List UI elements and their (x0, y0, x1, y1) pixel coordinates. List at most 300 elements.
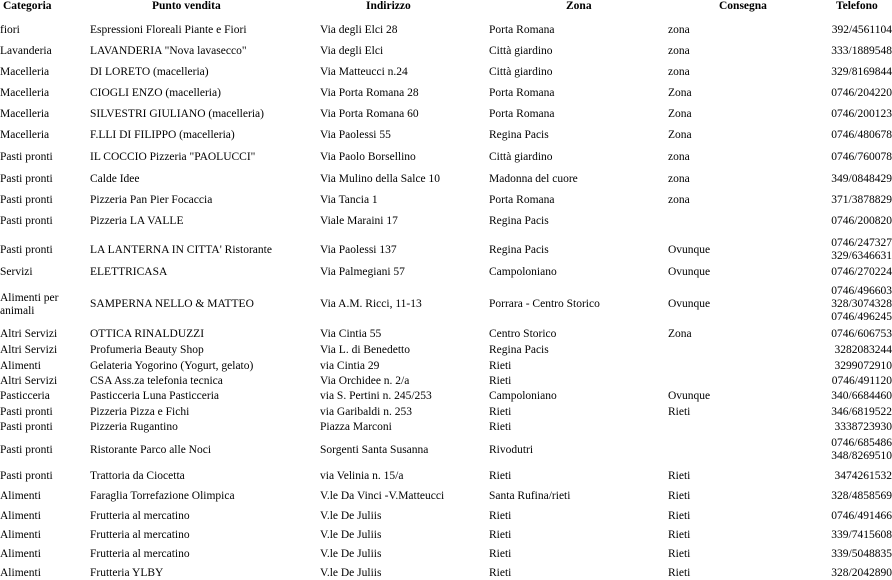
consegna-cell (668, 406, 690, 419)
categoria-cell (0, 87, 49, 100)
punto-vendita-cell-line: Espressioni Floreali Piante e Fiori (90, 24, 247, 37)
categoria-cell (0, 45, 52, 58)
telefono-cell-line: 3474261532 (835, 470, 892, 483)
consegna-cell-line: zona (668, 151, 690, 164)
punto-vendita-cell (90, 510, 190, 523)
indirizzo-cell (320, 24, 398, 37)
telefono-cell-line: 371/3878829 (831, 194, 892, 207)
categoria-cell (0, 66, 49, 79)
indirizzo-cell (320, 328, 381, 341)
telefono-cell (832, 24, 892, 37)
telefono-cell-line: 0746/480678 (831, 129, 892, 142)
punto-vendita-cell (90, 470, 185, 483)
zona-cell-line: Rieti (489, 510, 511, 523)
consegna-cell-line: Rieti (668, 510, 690, 523)
punto-vendita-cell-line: CIOGLI ENZO (macelleria) (90, 87, 221, 100)
punto-vendita-cell-line: Pizzeria Pan Pier Focaccia (90, 194, 212, 207)
categoria-cell (0, 490, 41, 503)
telefono-cell-line: 0746/496245 (831, 311, 892, 324)
telefono-cell-line: 0746/200820 (831, 215, 892, 228)
categoria-cell-line: Pasti pronti (0, 173, 53, 186)
zona-cell-line: Rieti (489, 421, 511, 434)
zona-cell (489, 173, 578, 186)
indirizzo-cell-line: Via Tancia 1 (320, 194, 378, 207)
categoria-cell-line: Alimenti (0, 567, 41, 580)
punto-vendita-cell-line: Pizzeria Rugantino (90, 421, 178, 434)
punto-vendita-cell (90, 344, 204, 357)
consegna-cell (668, 87, 692, 100)
categoria-cell (0, 390, 50, 403)
telefono-cell-line: 346/6819522 (831, 406, 892, 419)
punto-vendita-cell (90, 360, 253, 373)
punto-vendita-cell-line: Pizzeria LA VALLE (90, 215, 183, 228)
table-row (0, 107, 892, 121)
zona-cell-line: Porta Romana (489, 108, 554, 121)
categoria-cell-line: Altri Servizi (0, 328, 57, 341)
table-row (0, 150, 892, 164)
punto-vendita-cell-line: OTTICA RINALDUZZI (90, 328, 204, 341)
telefono-cell (831, 45, 892, 58)
zona-cell-line: Porta Romana (489, 87, 554, 100)
consegna-cell (668, 470, 690, 483)
categoria-cell (0, 215, 53, 228)
table-row (0, 437, 892, 463)
categoria-cell-line: Macelleria (0, 87, 49, 100)
zona-cell-line: Santa Rufina/rieti (489, 490, 570, 503)
zona-cell (489, 266, 557, 279)
punto-vendita-cell (90, 444, 211, 457)
indirizzo-cell (320, 87, 419, 100)
telefono-cell (835, 421, 892, 434)
telefono-cell (831, 215, 892, 228)
telefono-cell (831, 266, 892, 279)
indirizzo-cell (320, 510, 381, 523)
punto-vendita-cell (90, 421, 178, 434)
categoria-cell (0, 244, 53, 257)
punto-vendita-cell-line: Frutteria YLBY (90, 567, 163, 580)
punto-vendita-cell (90, 548, 190, 561)
indirizzo-cell-line: Via L. di Benedetto (320, 344, 410, 357)
telefono-cell-line: 0746/204220 (831, 87, 892, 100)
indirizzo-cell-line: Via Paolo Borsellino (320, 151, 416, 164)
punto-vendita-cell (90, 215, 183, 228)
consegna-cell-line: Ovunque (668, 298, 710, 311)
punto-vendita-cell (90, 244, 272, 257)
indirizzo-cell-line: Via Paolessi 137 (320, 244, 397, 257)
indirizzo-cell-line: Via Mulino della Salce 10 (320, 173, 440, 186)
table-row (0, 374, 892, 388)
telefono-cell (831, 510, 892, 523)
punto-vendita-cell-line: LA LANTERNA IN CITTA' Ristorante (90, 244, 272, 257)
zona-cell (489, 87, 554, 100)
zona-cell (489, 215, 549, 228)
telefono-cell (835, 344, 892, 357)
consegna-cell (668, 510, 690, 523)
telefono-cell-line: 348/8269510 (831, 450, 892, 463)
telefono-cell-line: 0746/270224 (831, 266, 892, 279)
telefono-cell-line: 0746/200123 (831, 108, 892, 121)
indirizzo-cell-line: via Cintia 29 (320, 360, 379, 373)
zona-cell (489, 421, 511, 434)
categoria-cell-line: Alimenti per (0, 292, 58, 305)
table-row (0, 547, 892, 561)
consegna-cell-line: Rieti (668, 548, 690, 561)
zona-cell-line: Rieti (489, 470, 511, 483)
consegna-cell-line: Ovunque (668, 266, 710, 279)
indirizzo-cell (320, 406, 412, 419)
categoria-cell-line: animali (0, 305, 58, 318)
indirizzo-cell-line: Via Palmegiani 57 (320, 266, 405, 279)
zona-cell (489, 24, 554, 37)
consegna-cell (668, 529, 690, 542)
zona-cell (489, 129, 549, 142)
categoria-cell (0, 510, 41, 523)
telefono-cell-line: 340/6684460 (831, 390, 892, 403)
zona-cell-line: Città giardino (489, 45, 553, 58)
zona-cell (489, 66, 553, 79)
categoria-cell (0, 567, 41, 580)
punto-vendita-cell-line: DI LORETO (macelleria) (90, 66, 209, 79)
telefono-cell (831, 285, 892, 324)
categoria-cell (0, 151, 53, 164)
zona-cell (489, 298, 600, 311)
categoria-cell (0, 444, 53, 457)
zona-cell-line: Città giardino (489, 66, 553, 79)
punto-vendita-cell (90, 108, 264, 121)
table-row (0, 65, 892, 79)
table-row (0, 566, 892, 580)
categoria-cell-line: Alimenti (0, 490, 41, 503)
zona-cell (489, 45, 553, 58)
punto-vendita-cell-line: Faraglia Torrefazione Olimpica (90, 490, 235, 503)
categoria-cell-line: Pasti pronti (0, 244, 53, 257)
punto-vendita-cell-line: CSA Ass.za telefonia tecnica (90, 375, 223, 388)
categoria-cell-line: Servizi (0, 266, 33, 279)
categoria-cell-line: fiori (0, 24, 20, 37)
consegna-cell-line: Rieti (668, 529, 690, 542)
punto-vendita-cell-line: Pasticceria Luna Pasticceria (90, 390, 219, 403)
zona-cell-line: Regina Pacis (489, 244, 549, 257)
punto-vendita-cell-line: SILVESTRI GIULIANO (macelleria) (90, 108, 264, 121)
telefono-cell-line: 328/3074328 (831, 298, 892, 311)
consegna-cell (668, 45, 690, 58)
indirizzo-cell-line: V.le De Juliis (320, 548, 381, 561)
punto-vendita-cell (90, 375, 223, 388)
zona-cell-line: Campoloniano (489, 390, 557, 403)
punto-vendita-cell (90, 45, 247, 58)
punto-vendita-cell (90, 390, 219, 403)
telefono-cell-line: 349/0848429 (831, 173, 892, 186)
telefono-cell (831, 151, 892, 164)
table-row (0, 343, 892, 357)
indirizzo-cell-line: V.le Da Vinci -V.Matteucci (320, 490, 444, 503)
indirizzo-cell-line: Sorgenti Santa Susanna (320, 444, 428, 457)
indirizzo-cell (320, 444, 428, 457)
table-row (0, 359, 892, 373)
categoria-cell (0, 548, 41, 561)
zona-cell-line: Città giardino (489, 151, 553, 164)
consegna-cell (668, 490, 690, 503)
telefono-cell (831, 390, 892, 403)
categoria-cell-line: Pasti pronti (0, 151, 53, 164)
table-row (0, 193, 892, 207)
zona-cell (489, 529, 511, 542)
table-row (0, 237, 892, 263)
punto-vendita-cell-line: Frutteria al mercatino (90, 529, 190, 542)
indirizzo-cell-line: Via A.M. Ricci, 11-13 (320, 298, 422, 311)
indirizzo-cell-line: Via Porta Romana 28 (320, 87, 419, 100)
header-telefono: Telefono (836, 0, 878, 14)
punto-vendita-cell (90, 298, 254, 311)
punto-vendita-cell (90, 151, 255, 164)
consegna-cell-line: Zona (668, 328, 692, 341)
categoria-cell-line: Alimenti (0, 529, 41, 542)
zona-cell (489, 510, 511, 523)
consegna-cell-line: Zona (668, 108, 692, 121)
table-row (0, 489, 892, 503)
categoria-cell-line: Altri Servizi (0, 375, 57, 388)
indirizzo-cell (320, 548, 381, 561)
indirizzo-cell (320, 470, 403, 483)
zona-cell-line: Regina Pacis (489, 129, 549, 142)
telefono-cell (832, 375, 892, 388)
indirizzo-cell-line: Via degli Elci (320, 45, 383, 58)
indirizzo-cell (320, 298, 422, 311)
table-row (0, 128, 892, 142)
telefono-cell-line: 3299072910 (835, 360, 892, 373)
punto-vendita-cell (90, 490, 235, 503)
indirizzo-cell-line: Via Paolessi 55 (320, 129, 391, 142)
zona-cell (489, 490, 570, 503)
categoria-cell (0, 375, 57, 388)
zona-cell (489, 244, 549, 257)
header-punto-vendita: Punto vendita (152, 0, 221, 14)
telefono-cell (831, 108, 892, 121)
punto-vendita-cell (90, 328, 204, 341)
telefono-cell-line: 339/5048835 (831, 548, 892, 561)
punto-vendita-cell-line: Calde Idee (90, 173, 140, 186)
telefono-cell-line: 392/4561104 (832, 24, 892, 37)
telefono-cell-line: 3282083244 (835, 344, 892, 357)
punto-vendita-cell-line: SAMPERNA NELLO & MATTEO (90, 298, 254, 311)
categoria-cell (0, 344, 57, 357)
table-row (0, 23, 892, 37)
consegna-cell-line: zona (668, 24, 690, 37)
zona-cell-line: Porta Romana (489, 24, 554, 37)
zona-cell-line: Rieti (489, 548, 511, 561)
categoria-cell-line: Pasti pronti (0, 444, 53, 457)
zona-cell-line: Rieti (489, 360, 511, 373)
telefono-cell (831, 548, 892, 561)
consegna-cell-line: zona (668, 66, 690, 79)
header-categoria: Categoria (3, 0, 52, 14)
punto-vendita-cell-line: Gelateria Yogorino (Yogurt, gelato) (90, 360, 253, 373)
telefono-cell (831, 490, 892, 503)
telefono-cell-line: 329/8169844 (831, 66, 892, 79)
table-row (0, 528, 892, 542)
indirizzo-cell-line: Viale Maraini 17 (320, 215, 398, 228)
punto-vendita-cell-line: F.LLI DI FILIPPO (macelleria) (90, 129, 235, 142)
table-row (0, 405, 892, 419)
telefono-cell-line: 333/1889548 (831, 45, 892, 58)
header-zona: Zona (566, 0, 592, 14)
consegna-cell (668, 24, 690, 37)
telefono-cell-line: 328/4858569 (831, 490, 892, 503)
consegna-cell (668, 390, 710, 403)
consegna-cell-line: zona (668, 173, 690, 186)
consegna-cell (668, 108, 692, 121)
table-row (0, 469, 892, 483)
categoria-cell (0, 194, 53, 207)
indirizzo-cell-line: via Garibaldi n. 253 (320, 406, 412, 419)
indirizzo-cell (320, 45, 383, 58)
consegna-cell-line: Rieti (668, 470, 690, 483)
categoria-cell-line: Altri Servizi (0, 344, 57, 357)
zona-cell (489, 360, 511, 373)
zona-cell-line: Rieti (489, 567, 511, 580)
consegna-cell-line: Zona (668, 87, 692, 100)
telefono-cell (831, 87, 892, 100)
consegna-cell (668, 567, 690, 580)
indirizzo-cell (320, 151, 416, 164)
indirizzo-cell (320, 567, 381, 580)
categoria-cell-line: Macelleria (0, 129, 49, 142)
telefono-cell-line: 329/6346631 (831, 250, 892, 263)
zona-cell (489, 406, 511, 419)
telefono-cell-line: 328/2042890 (831, 567, 892, 580)
consegna-cell (668, 328, 692, 341)
consegna-cell (668, 151, 690, 164)
categoria-cell (0, 529, 41, 542)
telefono-cell-line: 0746/685486 (831, 437, 892, 450)
categoria-cell (0, 360, 41, 373)
punto-vendita-cell (90, 87, 221, 100)
categoria-cell (0, 470, 53, 483)
categoria-cell-line: Alimenti (0, 548, 41, 561)
zona-cell-line: Regina Pacis (489, 344, 549, 357)
categoria-cell (0, 292, 58, 318)
punto-vendita-cell-line: IL COCCIO Pizzeria "PAOLUCCI" (90, 151, 255, 164)
consegna-cell (668, 548, 690, 561)
indirizzo-cell (320, 266, 405, 279)
telefono-cell (831, 406, 892, 419)
table-row (0, 420, 892, 434)
indirizzo-cell (320, 66, 408, 79)
indirizzo-cell (320, 529, 381, 542)
consegna-cell-line: Rieti (668, 567, 690, 580)
indirizzo-cell-line: V.le De Juliis (320, 567, 381, 580)
indirizzo-cell-line: Via Cintia 55 (320, 328, 381, 341)
zona-cell (489, 548, 511, 561)
telefono-cell (835, 470, 892, 483)
punto-vendita-cell (90, 194, 212, 207)
zona-cell-line: Centro Storico (489, 328, 556, 341)
table-row (0, 509, 892, 523)
categoria-cell (0, 24, 20, 37)
telefono-cell-line: 0746/491466 (831, 510, 892, 523)
zona-cell (489, 567, 511, 580)
categoria-cell-line: Pasti pronti (0, 406, 53, 419)
consegna-cell (668, 266, 710, 279)
zona-cell-line: Rieti (489, 375, 511, 388)
indirizzo-cell (320, 421, 392, 434)
zona-cell-line: Regina Pacis (489, 215, 549, 228)
punto-vendita-cell (90, 529, 190, 542)
indirizzo-cell (320, 173, 440, 186)
punto-vendita-cell-line: Ristorante Parco alle Noci (90, 444, 211, 457)
telefono-cell (831, 328, 892, 341)
indirizzo-cell (320, 215, 398, 228)
table-row (0, 86, 892, 100)
table-row (0, 172, 892, 186)
indirizzo-cell (320, 129, 391, 142)
telefono-cell-line: 0746/760078 (831, 151, 892, 164)
consegna-cell-line: Ovunque (668, 244, 710, 257)
punto-vendita-cell (90, 266, 167, 279)
punto-vendita-cell-line: Frutteria al mercatino (90, 510, 190, 523)
categoria-cell (0, 108, 49, 121)
punto-vendita-cell (90, 567, 163, 580)
telefono-cell (831, 567, 892, 580)
indirizzo-cell (320, 244, 397, 257)
zona-cell (489, 375, 511, 388)
categoria-cell (0, 328, 57, 341)
indirizzo-cell (320, 490, 444, 503)
punto-vendita-cell-line: Trattoria da Ciocetta (90, 470, 185, 483)
telefono-cell (831, 66, 892, 79)
indirizzo-cell (320, 344, 410, 357)
categoria-cell-line: Alimenti (0, 360, 41, 373)
header-indirizzo: Indirizzo (366, 0, 411, 14)
indirizzo-cell-line: V.le De Juliis (320, 529, 381, 542)
categoria-cell-line: Pasticceria (0, 390, 50, 403)
punto-vendita-cell (90, 129, 235, 142)
zona-cell-line: Rieti (489, 529, 511, 542)
consegna-cell (668, 194, 690, 207)
zona-cell-line: Porta Romana (489, 194, 554, 207)
zona-cell (489, 194, 554, 207)
consegna-cell (668, 129, 692, 142)
zona-cell-line: Rieti (489, 406, 511, 419)
telefono-cell-line: 0746/606753 (831, 328, 892, 341)
categoria-cell (0, 406, 53, 419)
table-row (0, 327, 892, 341)
consegna-cell-line: Ovunque (668, 390, 710, 403)
zona-cell (489, 444, 533, 457)
punto-vendita-cell (90, 24, 247, 37)
indirizzo-cell-line: Via Orchidee n. 2/a (320, 375, 409, 388)
indirizzo-cell (320, 108, 419, 121)
table-row (0, 282, 892, 327)
zona-cell-line: Campoloniano (489, 266, 557, 279)
punto-vendita-cell-line: Profumeria Beauty Shop (90, 344, 204, 357)
zona-cell-line: Madonna del cuore (489, 173, 578, 186)
punto-vendita-cell-line: LAVANDERIA "Nova lavasecco" (90, 45, 247, 58)
categoria-cell-line: Pasti pronti (0, 470, 53, 483)
telefono-cell-line: 339/7415608 (831, 529, 892, 542)
telefono-cell-line: 0746/491120 (832, 375, 892, 388)
telefono-cell-line: 0746/247327 (831, 237, 892, 250)
telefono-cell-line: 3338723930 (835, 421, 892, 434)
table-row (0, 389, 892, 403)
zona-cell (489, 390, 557, 403)
consegna-cell-line: zona (668, 194, 690, 207)
categoria-cell (0, 266, 33, 279)
telefono-cell (831, 173, 892, 186)
punto-vendita-cell-line: Pizzeria Pizza e Fichi (90, 406, 189, 419)
zona-cell (489, 344, 549, 357)
indirizzo-cell-line: Via degli Elci 28 (320, 24, 398, 37)
